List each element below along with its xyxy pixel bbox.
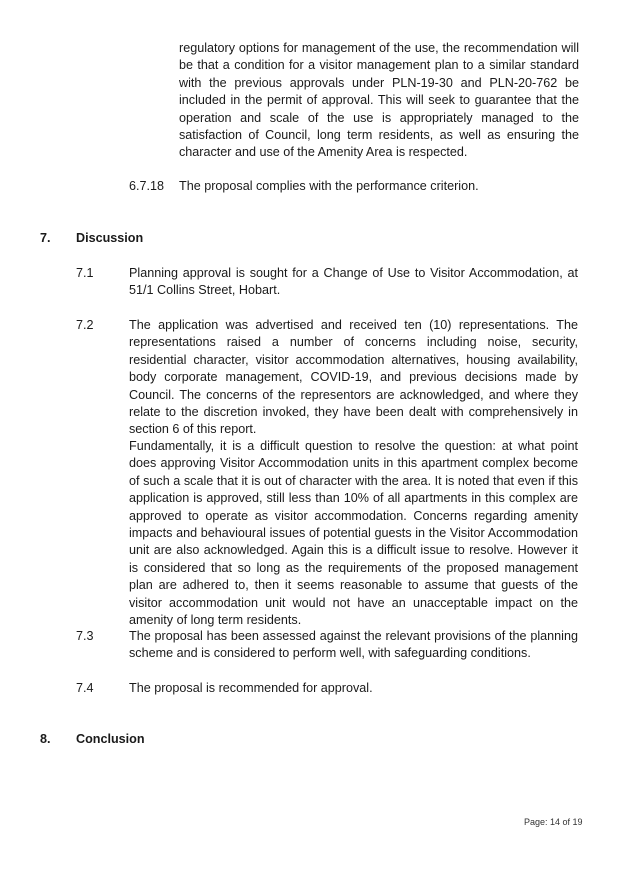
item-7-1-paragraph: Planning approval is sought for a Change of Use to Visitor Accommodation, at 51/1 Collins Street, Hobart. — [129, 266, 578, 298]
item-7-4-number: 7.4 — [76, 681, 94, 695]
section-7-number: 7. — [40, 231, 51, 245]
item-7-4-paragraph: The proposal is recommended for approval. — [129, 681, 373, 695]
item-7-2-number: 7.2 — [76, 318, 94, 332]
item-7-3-number: 7.3 — [76, 629, 94, 643]
continuation-paragraph: regulatory options for management of the use, the recommendation will be that a condition for a visitor management plan to a similar standard with the previous approvals under PLN-19-30 and PLN-20-762 be included in the permit of approval. This will seek to guarantee that the operation and scale of the use is appropriately managed to the satisfaction of Council, long term residents, as well as ensuring the character and use of the Amenity Area is respected. — [179, 41, 579, 160]
section-8-title: Conclusion — [76, 732, 145, 746]
section-8-number: 8. — [40, 732, 51, 746]
item-7-1-number: 7.1 — [76, 266, 94, 280]
clause-text-6-7-18: The proposal complies with the performance criterion. — [179, 179, 479, 193]
clause-number-6-7-18: 6.7.18 — [129, 179, 165, 193]
page-number-footer: Page: 14 of 19 — [524, 817, 583, 827]
item-7-3-paragraph: The proposal has been assessed against the relevant provisions of the planning scheme and is considered to perform well, with safeguarding conditions. — [129, 629, 578, 661]
section-7-title: Discussion — [76, 231, 144, 245]
item-7-2-paragraph-2: Fundamentally, it is a difficult question to resolve the question: at what point does approving Visitor Accommodation units in this apartment complex become of such a scale that it is out of character with the area. It is noted that even if this application is approved, still less than 10% of all apartments in this complex are approved to operate as visitor accommodation. Concerns regarding amenity impacts and behavioural issues of potential guests in the Visitor Accommodation unit are also acknowledged. Again this is a difficult issue to resolve. However it is considered that so long as the requirements of the proposed management plan are adhered to, then it seems reasonable to assume that guests of the visitor accommodation unit would not have an unacceptable impact on the amenity of long term residents. — [129, 439, 578, 628]
item-7-2-paragraph-1: The application was advertised and received ten (10) representations. The representations raised a number of concerns including noise, security, residential character, visitor accommodation alternatives, housing availability, body corporate management, COVID-19, and previous decisions made by Council. The concerns of the representors are acknowledged, and where they relate to the discretion invoked, they have been dealt with comprehensively in section 6 of this report. — [129, 318, 578, 437]
